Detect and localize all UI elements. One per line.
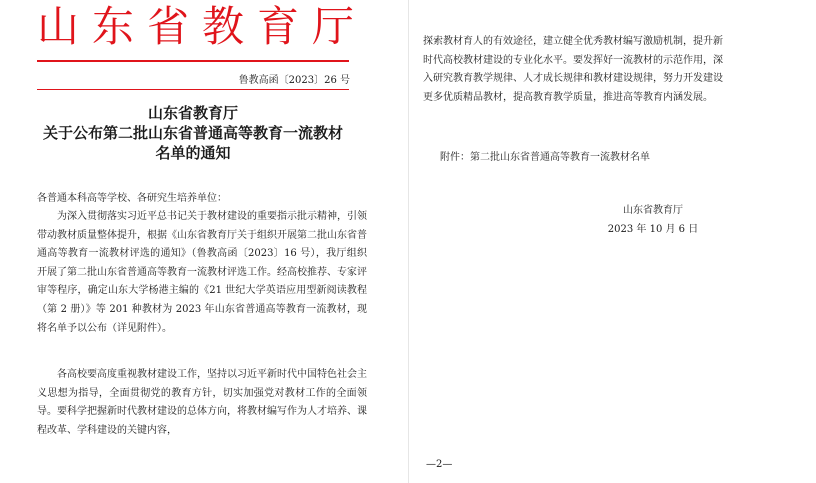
agency-header: 山东省教育厅 [37,2,368,51]
document-number: 鲁教高函〔2023〕26 号 [238,75,350,86]
paragraph-1-text: 为深入贯彻落实习近平总书记关于教材建设的重要指示批示精神，引领带动教材质量整体提升，根据《山东省教育厅关于组织开展第二批山东省普通高等教育一流教材评选的通知》（鲁教高函〔2023〕16 号），我厅组织开展了第二批山东省普通高等教育一流教材评选工作。经高校推荐、专家评审等程序，确定山东大学杨港主编的《21 世纪大学英语应用型新阅读教程（第 2 册）》等 201 种教材为 2023 年山东省普通高等教育一流教材，现将名单予以公布（详见附件）。 [37,211,367,334]
paragraph-2-continued [423,33,723,107]
signature-agency: 山东省教育厅 [623,205,683,216]
paragraph-2-text: 各高校要高度重视教材建设工作，坚持以习近平新时代中国特色社会主义思想为指导，全面贯彻党的教育方针，切实加强党对教材工作的全面领导。要科学把握新时代教材建设的总体方向，将教材编写作为人才培养、课程改革、学科建设的关键内容， [37,369,367,436]
signature-date: 2023 年 10 月 6 日 [607,224,699,235]
red-rule-thin [37,89,349,90]
salutation [37,190,367,209]
red-rule [37,60,349,62]
title-line-1: 山东省教育厅 [147,104,238,122]
title-line-3: 名单的通知 [155,144,231,162]
page-number: —2— [426,459,453,470]
signature-block [593,201,713,239]
paragraph-2 [37,366,367,440]
paragraph-1 [37,208,367,338]
paragraph-2-continued-text: 探索教材育人的有效途径，建立健全优秀教材编写激励机制，提升新时代高校教材建设的专业化水平。要发挥好一流教材的示范作用，深入研究教育教学规律、人才成长规律和教材建设规律，努力开发建设更多优质精品教材，提高教育教学质量，推进高等教育内涵发展。 [423,36,723,103]
attachment-note: 附件：第二批山东省普通高等教育一流教材名单 [440,152,650,163]
right-page [408,0,816,483]
salutation-text: 各普通本科高等学校、各研究生培养单位： [37,193,227,204]
title-line-2: 关于公布第二批山东省普通高等教育一流教材 [42,124,343,142]
